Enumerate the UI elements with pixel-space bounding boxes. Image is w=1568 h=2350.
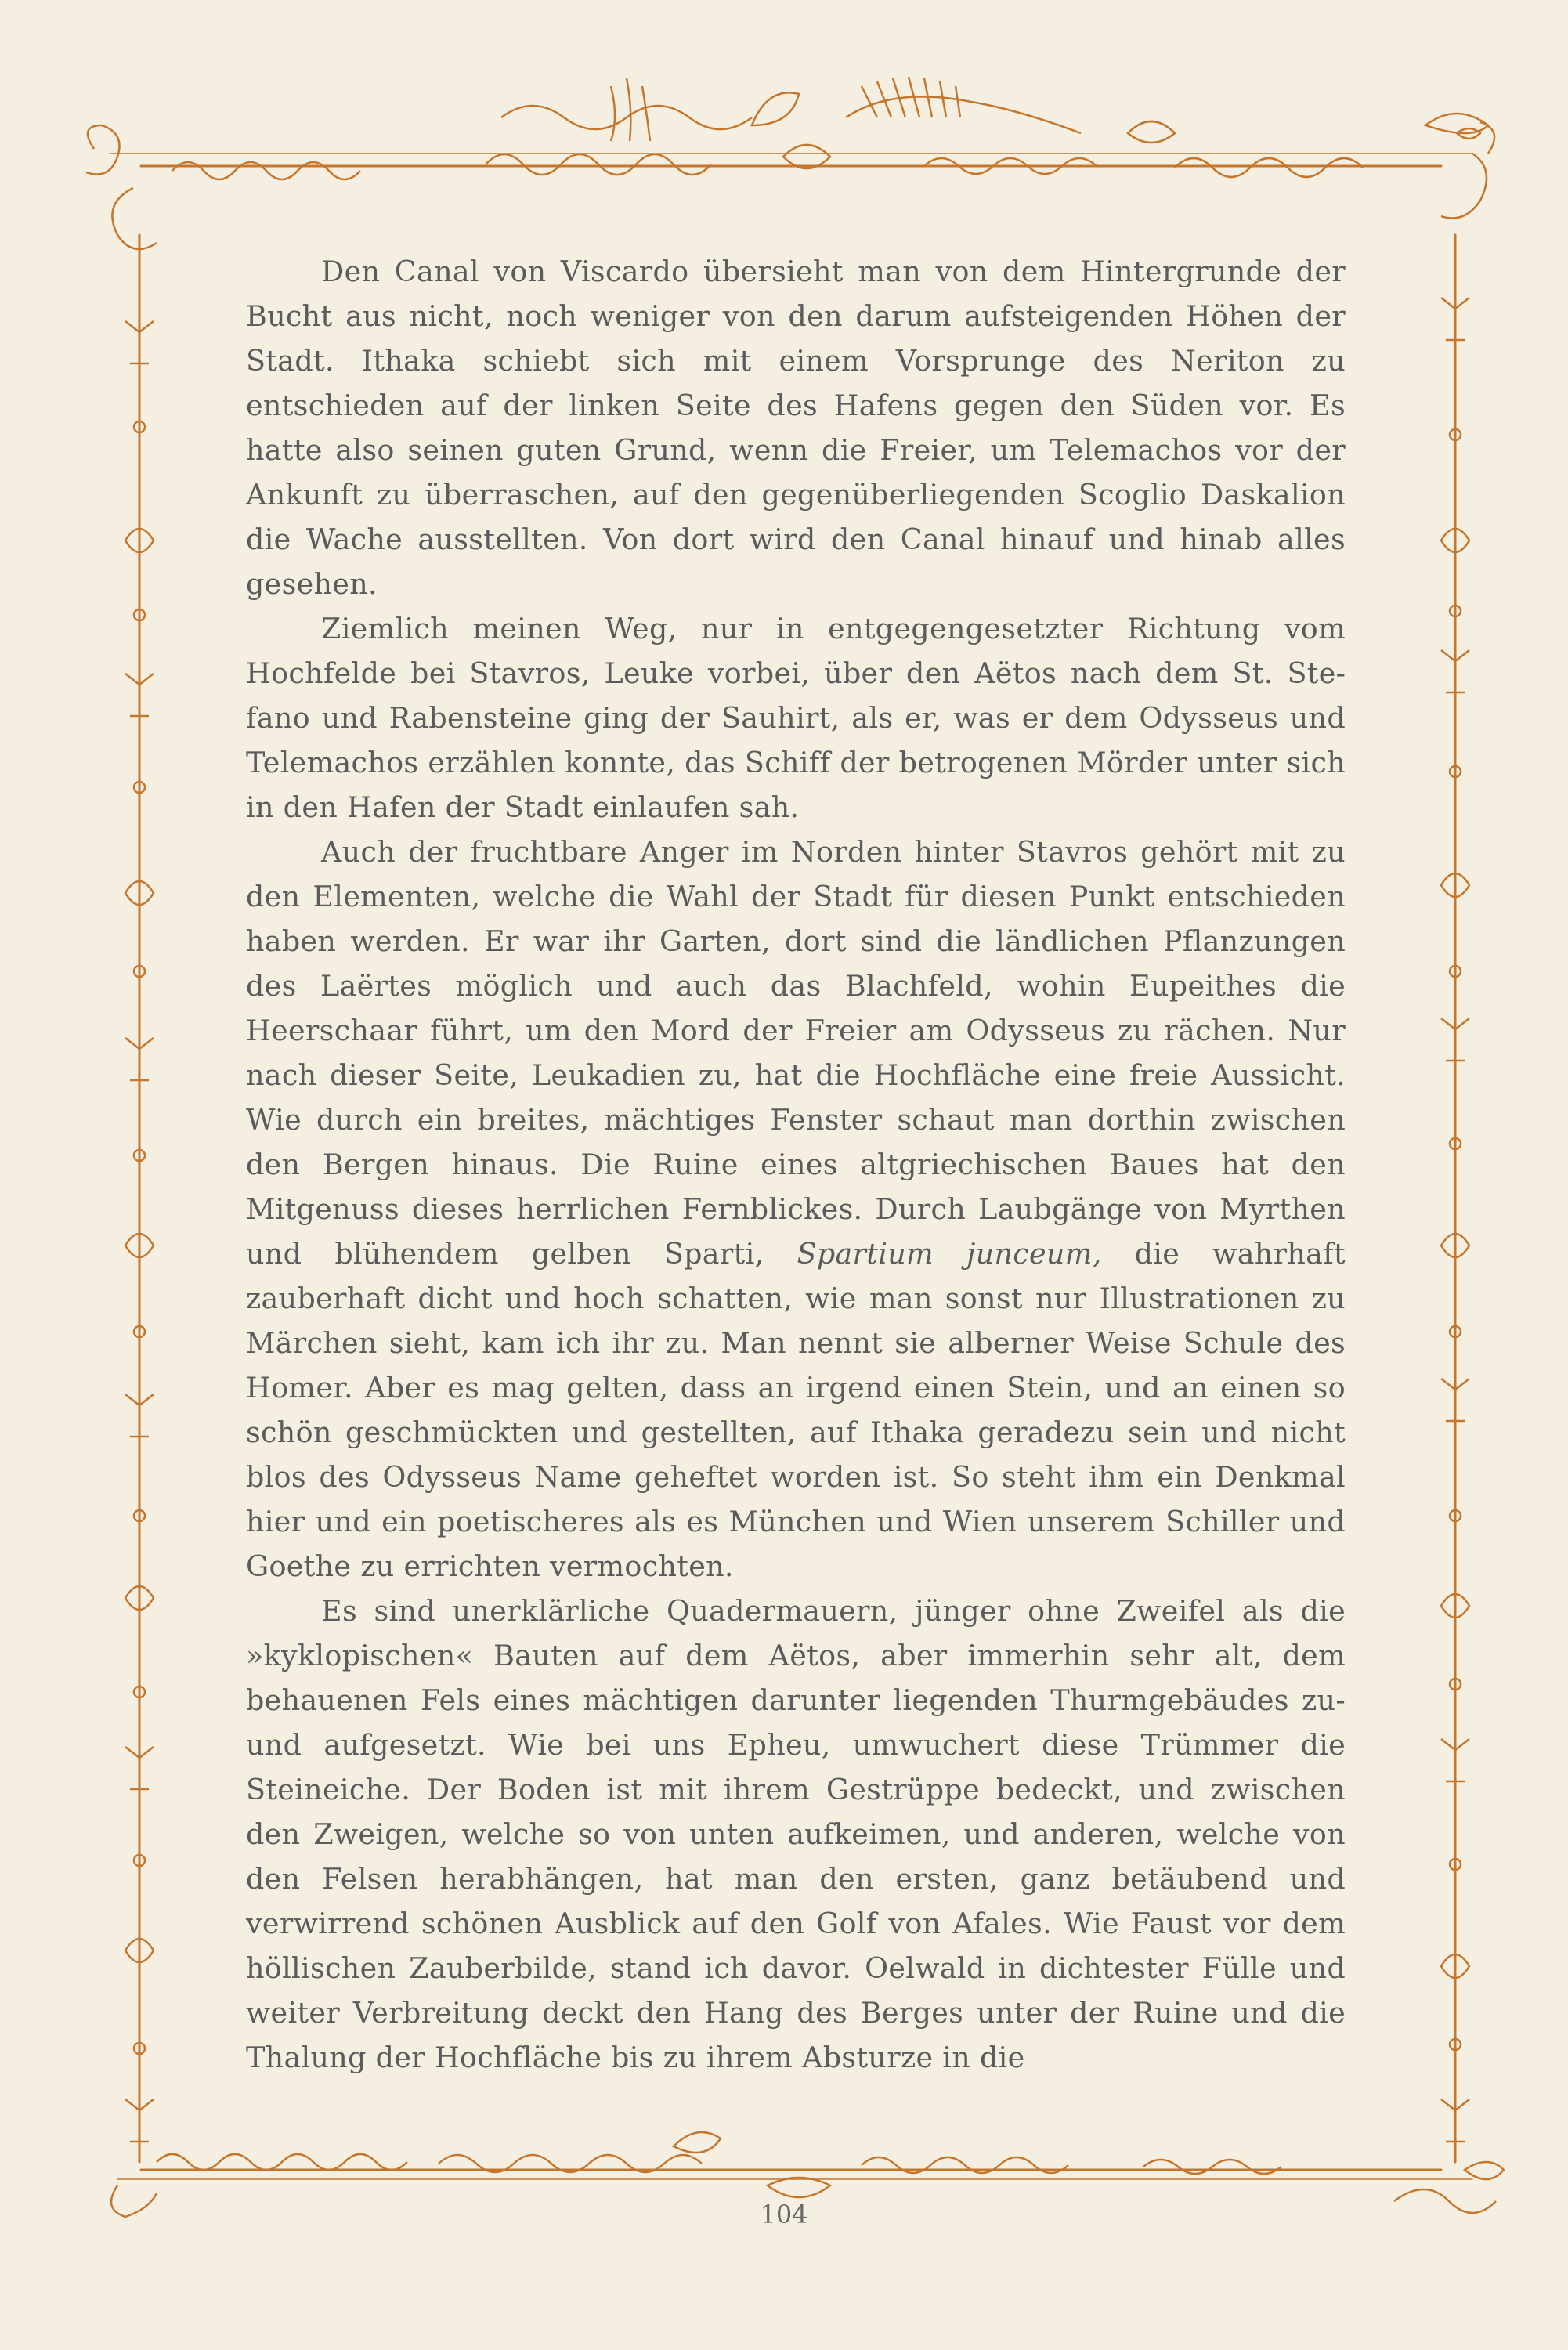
paragraph — [246, 249, 1346, 606]
body-text — [246, 249, 1346, 2080]
paragraph — [246, 830, 1346, 1589]
paragraph-text: die wahrhaft zauberhaft dicht und hoch schatten, wie man sonst nur Illustrationen zu Märchen sieht, kam ich ihr zu. Man nennt sie alberner Weise Schule des Homer. Aber es mag gelten, dass an irgend einen Stein, und an einen so schön geschmückten und gestellten, auf Ithaka geradezu sein und nicht blos des Odysseus Name geheftet worden ist. So steht ihm ein Denkmal hier und ein poetischeres als es München und Wien unserem Schiller und Goethe zu errichten vermochten. — [246, 1237, 1346, 1583]
paragraph — [246, 1589, 1346, 2080]
latin-species-name: Spartium junceum, — [797, 1237, 1102, 1271]
top-garland-ornament — [86, 77, 1494, 249]
paragraph-text: Den Canal von Viscardo übersieht man von dem Hintergrunde der Bucht aus nicht, noch weniger von den darum aufsteigenden Höhen der Stadt. Ithaka schiebt sich mit einem Vorsprunge des Neriton zu entschieden auf der linken Seite des Hafens gegen den Süden vor. Es hatte also seinen guten Grund, wenn die Freier, um Telemachos vor der Ankunft zu überraschen, auf den gegenüberliegenden Scoglio Daskalion die Wache ausstellten. Von dort wird den Canal hinauf und hinab alles gesehen. — [246, 255, 1346, 601]
paragraph — [246, 606, 1346, 830]
paragraph-text: Es sind unerklärliche Quadermauern, jünger ohne Zweifel als die »kyklopischen« Bauten auf dem Aëtos, aber immerhin sehr alt, dem behauenen Fels eines mächtigen darunter liegenden Thurmgebäudes zu- und aufgesetzt. Wie bei uns Epheu, umwuchert diese Trümmer die Steineiche. Der Boden ist mit ihrem Gestrüppe bedeckt, und zwischen den Zweigen, welche so von unten aufkeimen, und anderen, welche von den Felsen herabhängen, hat man den ersten, ganz betäubend und verwirrend schönen Ausblick auf den Golf von Afales. Wie Faust vor dem höllischen Zauberbilde, stand ich davor. Oelwald in dichtester Fülle und weiter Verbreitung deckt den Hang des Berges unter der Ruine und die Thalung der Hochfläche bis zu ihrem Absturze in die — [246, 1594, 1346, 2074]
paragraph-text: Ziemlich meinen Weg, nur in entgegengesetzter Richtung vom Hochfelde bei Stavros, Leuke vorbei, über den Aëtos nach dem St. Stefano und Rabensteine ging der Sauhirt, als er, was er dem Odysseus und Telemachos erzählen konnte, das Schiff der betrogenen Mörder unter sich in den Hafen der Stadt einlaufen sah. — [246, 612, 1346, 824]
paragraph-text: Auch der fruchtbare Anger im Norden hinter Stavros gehört mit zu den Elementen, welche die Wahl der Stadt für diesen Punkt entschieden haben werden. Er war ihr Garten, dort sind die ländlichen Pflanzungen des Laërtes möglich und auch das Blachfeld, wohin Eupeithes die Heerschaar führt, um den Mord der Freier am Odysseus zu rächen. Nur nach dieser Seite, Leukadien zu, hat die Hochfläche eine freie Aussicht. Wie durch ein breites, mächtiges Fenster schaut man dorthin zwischen den Bergen hinaus. Die Ruine eines altgriechischen Baues hat den Mitgenuss dieses herrlichen Fernblickes. Durch Laubgänge von Myrthen und blühendem gelben Sparti, — [246, 835, 1346, 1271]
page-number: 104 — [760, 2200, 808, 2229]
